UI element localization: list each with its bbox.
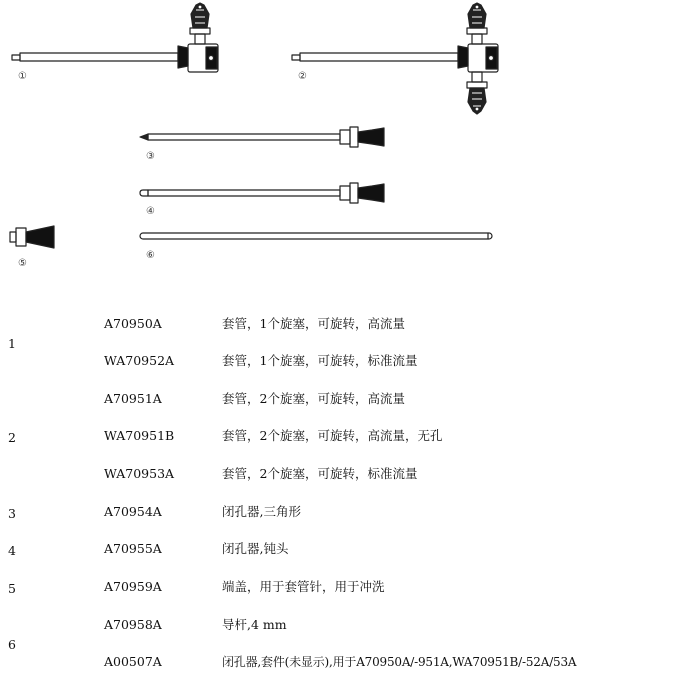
part-code: A70951A xyxy=(104,391,162,406)
group-number: 6 xyxy=(8,637,16,652)
part-description: 导杆,4 mm xyxy=(222,617,287,632)
part-description: 套管，2个旋塞，可旋转，高流量 xyxy=(222,391,405,406)
callout-3: ③ xyxy=(146,151,155,162)
obturator-blunt xyxy=(140,183,384,203)
part-description: 套管，1个旋塞，可旋转，高流量 xyxy=(222,316,405,331)
group-number: 2 xyxy=(8,430,16,445)
part-description: 套管，2个旋塞，可旋转，标准流量 xyxy=(222,466,418,481)
cannula-single-stopcock xyxy=(12,3,218,72)
callout-6: ⑥ xyxy=(146,250,155,261)
part-code: WA70952A xyxy=(104,353,175,368)
part-code: A70959A xyxy=(104,579,162,594)
part-description: 端盖，用于套管针，用于冲洗 xyxy=(222,579,385,594)
part-description: 闭孔器,套件(未显示),用于A70950A/-951A,WA70951B/-52A/53A xyxy=(222,655,577,669)
part-code: A70950A xyxy=(104,316,162,331)
cannula-double-stopcock xyxy=(292,3,498,114)
callout-5: ⑤ xyxy=(18,258,27,269)
part-code: A00507A xyxy=(104,654,162,669)
part-description: 套管，1个旋塞，可旋转，标准流量 xyxy=(222,353,418,368)
part-code: A70954A xyxy=(104,504,162,519)
guide-rod xyxy=(140,233,492,239)
part-description: 闭孔器,钝头 xyxy=(222,541,289,556)
callout-2: ② xyxy=(298,71,307,82)
callout-1: ① xyxy=(18,71,27,82)
group-number: 1 xyxy=(8,336,16,351)
obturator-triangular xyxy=(140,127,384,147)
group-number: 5 xyxy=(8,581,16,596)
group-number: 4 xyxy=(8,543,16,558)
part-code: A70958A xyxy=(104,617,162,632)
part-description: 套管，2个旋塞，可旋转，高流量，无孔 xyxy=(222,428,443,443)
group-number: 3 xyxy=(8,506,16,521)
part-code: A70955A xyxy=(104,541,162,556)
end-cap xyxy=(10,226,54,248)
part-code: WA70951B xyxy=(104,428,175,443)
part-code: WA70953A xyxy=(104,466,175,481)
instrument-drawing xyxy=(0,0,680,280)
part-description: 闭孔器,三角形 xyxy=(222,504,301,519)
callout-4: ④ xyxy=(146,206,155,217)
